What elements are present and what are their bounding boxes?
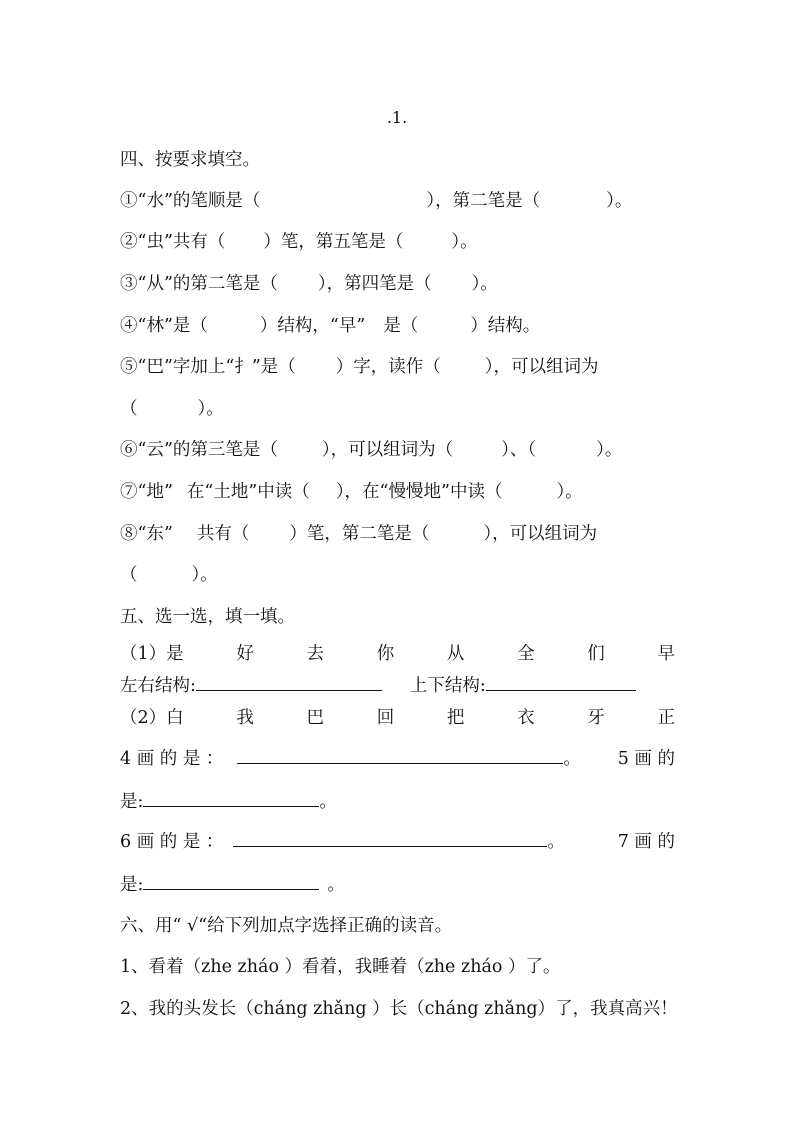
question-4-5 xyxy=(120,355,599,379)
question-4-5-text-a: ⑤“巴”字加上“扌”是（ xyxy=(120,357,296,377)
question-4-1-text-a: ①“水”的笔顺是（ xyxy=(120,191,261,211)
question-4-6 xyxy=(120,438,622,462)
five-strokes-label-cont: 是: xyxy=(120,792,144,812)
question-4-8-cont xyxy=(120,563,218,587)
period: 。 xyxy=(563,749,581,769)
four-strokes-label: 4 画 的 是 ： xyxy=(120,749,224,769)
question-4-4-text-a: ④“林”是（ xyxy=(120,316,208,336)
question-4-4-text-c: 是（ xyxy=(383,316,419,336)
question-4-5-cont xyxy=(120,397,224,421)
period: 。 xyxy=(327,875,345,895)
question-4-8-text-a: ⑧“东” xyxy=(120,524,173,544)
paren-close: ）。 xyxy=(197,399,224,419)
question-4-3 xyxy=(120,272,498,296)
question-4-1-text-c: ）。 xyxy=(606,191,633,211)
question-4-6-text-a: ⑥“云”的第三笔是（ xyxy=(120,440,278,460)
group-1-char: 去 xyxy=(306,644,325,664)
question-4-3-text-c: ）。 xyxy=(471,274,498,294)
question-4-7-text-b: 在“土地”中读（ xyxy=(186,482,310,502)
question-4-6-text-c: ）、（ xyxy=(501,440,537,460)
question-4-8-text-c: ）笔，第二笔是（ xyxy=(289,524,430,544)
question-6-2: 2、我的头发长（cháng zhǎng ）长（cháng zhǎng）了，我真高兴！ xyxy=(120,999,678,1019)
page-number: .1. xyxy=(386,108,408,127)
section-5-heading: 五、选一选，填一填。 xyxy=(120,607,295,627)
question-4-8-text-b: 共有（ xyxy=(196,524,250,544)
group-1-label: （1）是 xyxy=(120,644,184,664)
question-4-1-text-b: ），第二笔是（ xyxy=(426,191,541,211)
four-strokes-answer-line[interactable] xyxy=(237,747,563,764)
question-4-3-text-b: ），第四笔是（ xyxy=(317,274,432,294)
question-4-3-text-a: ③“从”的第二笔是（ xyxy=(120,274,278,294)
question-4-8-text-d: ），可以组词为 xyxy=(483,524,598,544)
period: 。 xyxy=(547,832,565,852)
question-4-4-text-b: ）结构，“早” xyxy=(259,316,366,336)
section-4-heading: 四、按要求填空。 xyxy=(120,150,260,170)
five-strokes-label: 5 画 的 xyxy=(617,749,675,769)
group-1-char: 好 xyxy=(236,644,254,664)
seven-strokes-label-cont: 是: xyxy=(120,875,144,895)
question-4-7-text-d: ）。 xyxy=(556,482,583,502)
question-4-2 xyxy=(120,230,478,254)
group-1-char: 从 xyxy=(446,644,465,664)
question-4-2-text-c: ）。 xyxy=(451,232,478,252)
six-seven-strokes-row xyxy=(120,830,675,854)
top-bottom-label: 上下结构: xyxy=(409,676,486,696)
seven-strokes-answer-line[interactable] xyxy=(143,873,319,890)
group-2-char: 把 xyxy=(446,708,465,728)
six-strokes-answer-line[interactable] xyxy=(233,830,547,847)
six-strokes-label: 6 画 的 是 ： xyxy=(120,832,224,852)
period: 。 xyxy=(319,792,337,812)
question-4-7-text-c: ），在“慢慢地”中读（ xyxy=(335,482,503,502)
group-2-char: 回 xyxy=(376,708,395,728)
question-4-7 xyxy=(120,480,583,504)
question-6-1: 1、看着（zhe zháo ）看着，我睡着（zhe zháo ）了。 xyxy=(120,957,561,977)
question-4-5-text-b: ）字，读作（ xyxy=(335,357,441,377)
character-group-2 xyxy=(120,706,675,730)
seven-strokes-label: 7 画 的 xyxy=(617,832,675,852)
paren-open: （ xyxy=(120,399,138,419)
question-4-6-text-d: ）。 xyxy=(596,440,623,460)
paren-open: （ xyxy=(120,565,138,585)
question-4-6-text-b: ），可以组词为（ xyxy=(321,440,454,460)
group-2-char: 衣 xyxy=(517,708,535,728)
group-2-char: 我 xyxy=(236,708,254,728)
question-4-2-text-b: ）笔，第五笔是（ xyxy=(263,232,404,252)
four-five-strokes-row xyxy=(120,747,675,771)
question-4-7-text-a: ⑦“地” xyxy=(120,482,173,502)
group-1-char: 们 xyxy=(587,644,605,664)
left-right-answer-line[interactable] xyxy=(196,674,382,691)
group-2-char: 正 xyxy=(657,708,675,728)
group-2-char: 牙 xyxy=(587,708,605,728)
question-4-4-text-d: ）结构。 xyxy=(470,316,541,336)
character-group-1 xyxy=(120,642,675,666)
question-4-8 xyxy=(120,522,597,546)
group-1-char: 全 xyxy=(517,644,535,664)
structure-row xyxy=(120,674,636,698)
group-1-char: 早 xyxy=(657,644,675,664)
question-4-5-text-c: ），可以组词为 xyxy=(484,357,599,377)
seven-strokes-row xyxy=(120,873,345,897)
question-4-2-text-a: ②“虫”共有（ xyxy=(120,232,226,252)
group-1-char: 你 xyxy=(376,644,395,664)
question-4-4 xyxy=(120,314,540,338)
group-2-label: （2）白 xyxy=(120,708,184,728)
top-bottom-answer-line[interactable] xyxy=(486,674,636,691)
section-6-heading: 六、用“ √“给下列加点字选择正确的读音。 xyxy=(120,916,453,936)
five-strokes-answer-line[interactable] xyxy=(143,790,319,807)
five-strokes-row xyxy=(120,790,337,814)
question-4-1 xyxy=(120,189,632,213)
left-right-label: 左右结构: xyxy=(120,676,196,696)
paren-close: ）。 xyxy=(191,565,218,585)
group-2-char: 巴 xyxy=(306,708,325,728)
